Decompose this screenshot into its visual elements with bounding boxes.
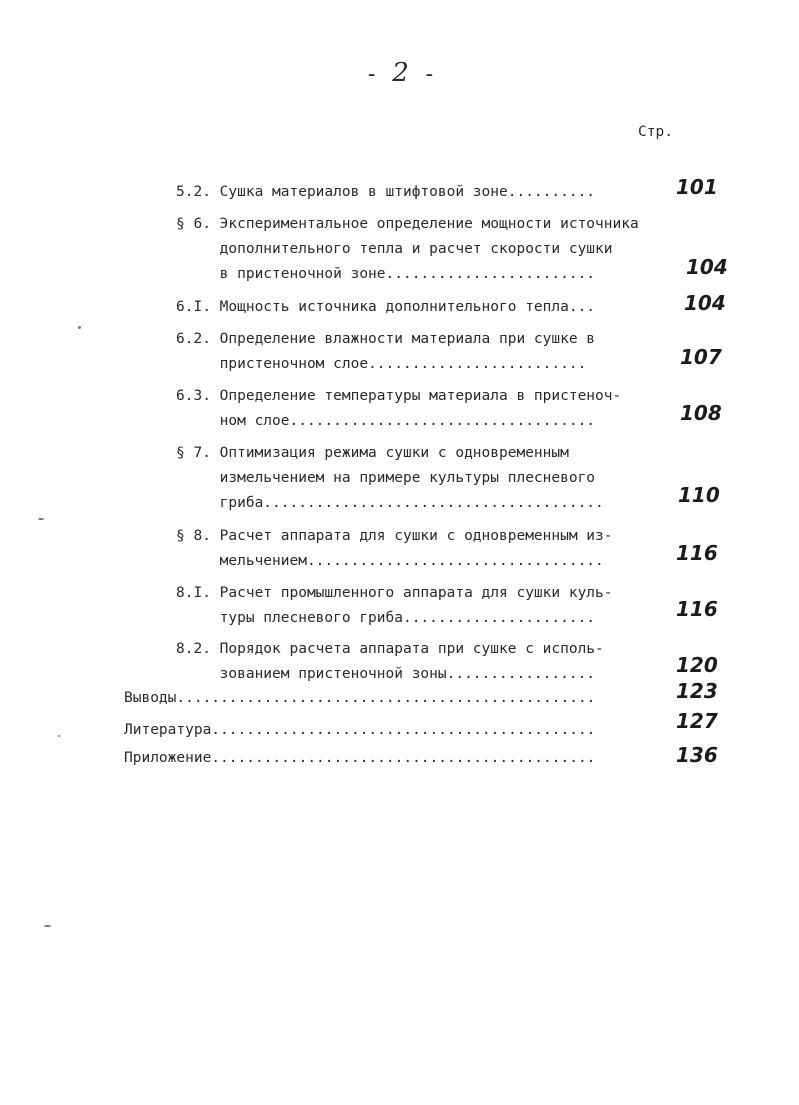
toc-entry-6-line-2: дополнительного тепла и расчет скорости сушки [176, 241, 613, 257]
toc-entry-6-page: 104 [686, 255, 728, 279]
toc-entry-7-line-3: гриба....................................... [176, 495, 604, 511]
toc-entry-conclusions: Выводы................................................ [124, 690, 596, 706]
toc-entry-5-2-line-1: 5.2. Сушка материалов в штифтовой зоне.......... [176, 184, 596, 200]
page-number-dash-left: - [365, 62, 383, 87]
toc-entry-6-1-line-1: 6.I. Мощность источника дополнительного тепла... [176, 299, 596, 315]
toc-entry-6-3-line-2: ном слое................................... [176, 413, 596, 429]
toc-entry-5-2-page: 101 [676, 175, 718, 199]
toc-entry-8-line-1: § 8. Расчет аппарата для сушки с одновременным из- [176, 528, 613, 544]
toc-entry-literature: Литература............................................ [124, 722, 596, 738]
toc-entry-6-3-page: 108 [680, 401, 722, 425]
toc-entry-8-line-2: мельчением.................................. [176, 553, 604, 569]
toc-entry-6-2-line-1: 6.2. Определение влажности материала при сушке в [176, 331, 596, 347]
toc-entry-8-2-line-2: зованием пристеночной зоны................. [176, 666, 596, 682]
toc-entry-appendix: Приложение............................................ [124, 750, 596, 766]
toc-entry-6-2-line-2: пристеночном слое......................... [176, 356, 587, 372]
toc-entry-literature-page: 127 [676, 709, 718, 733]
toc-entry-appendix-page: 136 [676, 743, 718, 767]
toc-entry-8-1-line-1: 8.I. Расчет промышленного аппарата для сушки куль- [176, 585, 613, 601]
toc-entry-7-line-1: § 7. Оптимизация режима сушки с одновременным [176, 445, 569, 461]
toc-entry-8-1-line-2: туры плесневого гриба...................... [176, 610, 596, 626]
toc-entry-6-line-3: в пристеночной зоне........................ [176, 266, 596, 282]
page-number [365, 58, 440, 88]
toc-entry-7-page: 110 [678, 483, 720, 507]
page-column-header: Стр. [638, 124, 673, 140]
toc-entry-6-2-page: 107 [680, 345, 722, 369]
toc-entry-8-2-page: 120 [676, 653, 718, 677]
page-number-dash-right: - [422, 62, 441, 87]
scan-speck [58, 735, 60, 737]
toc-entry-8-1-page: 116 [676, 597, 718, 621]
page-number-value: 2 [392, 58, 413, 88]
scan-speck [38, 518, 44, 520]
toc-entry-7-line-2: измельчением на примере культуры плесневого [176, 470, 596, 486]
toc-entry-conclusions-page: 123 [676, 679, 718, 703]
toc-entry-8-2-line-1: 8.2. Порядок расчета аппарата при сушке с исполь- [176, 641, 604, 657]
scan-speck [78, 326, 81, 329]
scan-speck [44, 925, 51, 927]
toc-entry-6-1-page: 104 [684, 291, 726, 315]
toc-entry-6-3-line-1: 6.3. Определение температуры материала в пристеноч- [176, 388, 622, 404]
toc-entry-8-page: 116 [676, 541, 718, 565]
toc-entry-6-line-1: § 6. Экспериментальное определение мощности источника [176, 216, 639, 232]
